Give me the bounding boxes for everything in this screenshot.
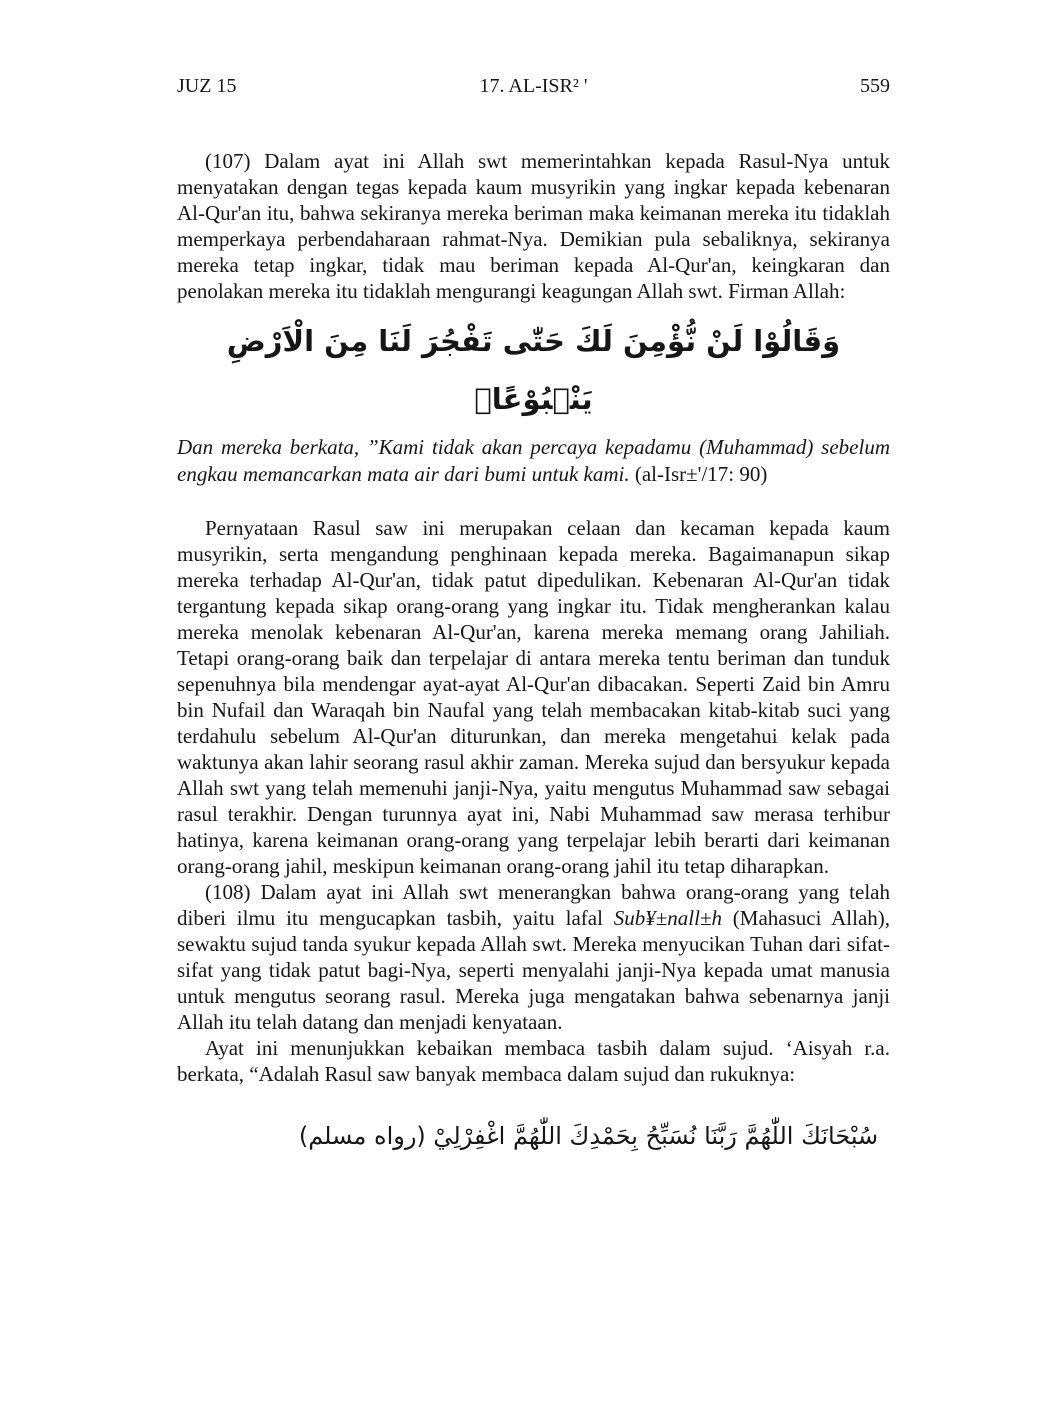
paragraph-aisyah-hadith: Ayat ini menunjukkan kebaikan membaca tasbih dalam sujud. ‘Aisyah r.a. berkata, “Adalah Rasul saw banyak membaca dalam sujud dan rukuknya: bbox=[177, 1036, 890, 1086]
verse-translation bbox=[177, 434, 890, 488]
paragraph-commentary: Pernyataan Rasul saw ini merupakan celaan dan kecaman kepada kaum musyrikin, serta mengandung penghinaan kepada mereka. Bagaimanapun sikap mereka terhadap Al-Qur'an, tidak patut dipedulikan. Kebenaran Al-Qur'an tidak tergantung kepada sikap orang-orang yang ingkar itu. Tidak mengherankan kalau mereka menolak kebenaran Al-Qur'an, karena mereka memang orang Jahiliah. Tetapi orang-orang baik dan terpelajar di antara mereka tentu beriman dan tunduk sepenuhnya bila mendengar ayat-ayat Al-Qur'an dibacakan. Seperti Zaid bin Amru bin Nufail dan Waraqah bin Naufal yang telah membacakan kitab-kitab suci yang terdahulu sebelum Al-Qur'an diturunkan, dan mereka mengetahui kelak pada waktunya akan lahir seorang rasul akhir zaman. Mereka sujud dan bersyukur kepada Allah swt yang telah memenuhi janji-Nya, yaitu mengutus Muhammad saw sebagai rasul terakhir. Dengan turunnya ayat ini, Nabi Muhammad saw merasa terhibur hatinya, karena keimanan orang-orang yang terpelajar lebih berarti dari keimanan orang-orang jahil, meskipun keimanan orang-orang jahil itu tetap diharapkan. bbox=[177, 516, 890, 878]
paragraph-verse-108-commentary bbox=[177, 879, 890, 1035]
p108-text-after: (Mahasuci Allah), sewaktu sujud tanda syukur kepada Allah swt. Mereka menyucikan Tuhan dari sifat-sifat yang tidak patut bagi-Nya, seperti menyalahi janji-Nya kepada umat manusia untuk mengutus seorang rasul. Mereka juga mengatakan bahwa sebenarnya janji Allah itu telah datang dan menjadi kenyataan. bbox=[177, 906, 891, 1034]
translation-reference: (al-Isr±'/17: 90) bbox=[634, 462, 768, 486]
arabic-verse-al-isra-90: وَقَالُوْا لَنْ نُّؤْمِنَ لَكَ حَتّٰى تَفْجُرَ لَنَا مِنَ الْاَرْضِ يَنْۢبُوْعًاۙ bbox=[226, 324, 841, 416]
page-header bbox=[177, 74, 890, 98]
header-juz-label: JUZ 15 bbox=[177, 75, 237, 97]
paragraph-verse-107-commentary: (107) Dalam ayat ini Allah swt memerintahkan kepada Rasul-Nya untuk menyatakan dengan tegas kepada kaum musyrikin yang ingkar kepada kebenaran Al-Qur'an itu, bahwa sekiranya mereka beriman maka keimanan mereka itu tidaklah memperkaya perbendaharaan rahmat-Nya. Demikian pula sebaliknya, sekiranya mereka tetap ingkar, tidak mau beriman kepada Al-Qur'an, keingkaran dan penolakan mereka itu tidaklah mengurangi keagungan Allah swt. Firman Allah: bbox=[177, 149, 890, 303]
header-page-number: 559 bbox=[860, 75, 890, 97]
p108-tasbih-term: Sub¥±nall±h bbox=[613, 906, 722, 930]
header-surah-title: 17. AL-ISR² ' bbox=[479, 75, 588, 97]
arabic-dua-hadith-muslim: سُبْحَانَكَ اللّٰهُمَّ رَبَّنَا نُسَبِّحُ بِحَمْدِكَ اللّٰهُمَّ اغْفِرْلِيْ (رواه مسلم) bbox=[298, 1122, 879, 1150]
p108-text-before: (108) Dalam ayat ini Allah swt menerangkan bahwa orang-orang yang telah diberi ilmu itu mengucapkan tasbih, yaitu lafal bbox=[177, 880, 890, 930]
translation-text: Dan mereka berkata, ”Kami tidak akan percaya kepadamu (Muhammad) sebelum engkau memancarkan mata air dari bumi untuk kami. bbox=[177, 435, 890, 486]
